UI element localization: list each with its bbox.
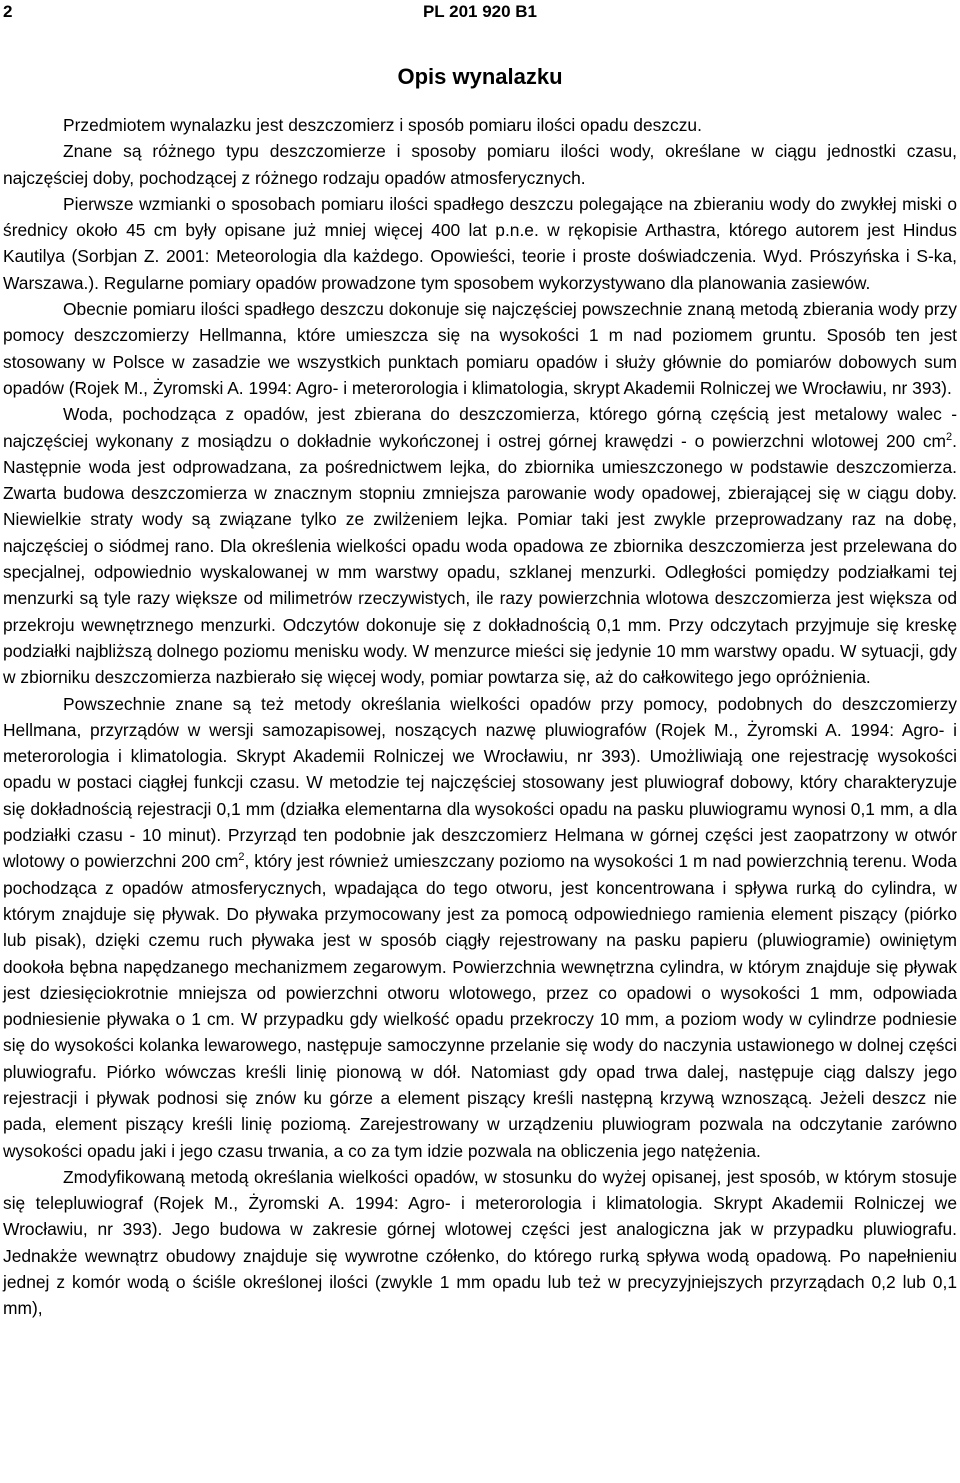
document-body <box>3 112 957 1322</box>
paragraph-telepluviograph: Zmodyfikowaną metodą określania wielkości opadów, w stosunku do wyżej opisanej, jest sposób, w którym stosuje się telepluwiograf (Rojek M., Żyromski A. 1994: Agro- i meterorologia i klimatologia. Skrypt Akademii Rolniczej we Wrocławiu, nr 393). Jego budowa w zakresie górnej wlotowej części jest analogiczna jak w przypadku pluwiografu. Jednakże wewnątrz obudowy znajduje się wywrotne czółenko, do którego rurką spływa wodą opadową. Po napełnieniu jednej z komór wodą o ściśle określonej ilości (zwykle 1 mm opadu lub też w precyzyjniejszych przyrządach 0,2 lub 0,1 mm), <box>3 1166 957 1319</box>
paragraph-history: Pierwsze wzmianki o sposobach pomiaru ilości spadłego deszczu polegające na zbieraniu wody do zwykłej miski o średnicy około 45 cm były opisane już mniej więcej 400 lat p.n.e. w rękopisie Arthastra, którego autorem jest Hindus Kautilya (Sorbjan Z. 2001: Meteorologia dla każdego. Opowieści, teorie i proste doświadczenia. Wyd. Prószyńska i S-ka, Warszawa.). Regularne pomiary opadów prowadzone tym sposobem wykorzystywano dla planowania zasiewów. <box>3 193 957 293</box>
paragraph-measurement-continuation: . Następnie woda jest odprowadzana, za pośrednictwem lejka, do zbiornika umieszczonego w podstawie deszczomierza. Zwarta budowa deszczomierza w znacznym stopniu zmniejsza parowanie wody opadowej, zbierającej się w ciągu doby. Niewielkie straty wody są związane tylko ze zwilżeniem lejka. Pomiar taki jest zwykle przeprowadzany raz na dobę, najczęściej o siódmej rano. Dla określenia wielkości opadu woda opadowa ze zbiornika deszczomierza jest przelewana do specjalnej, odpowiednio wyskalowanej w mm warstwy opadu, szklanej menzurki. Odległości pomiędzy podziałkami tej menzurki są tyle razy większe od milimetrów rzeczywistych, ile razy powierzchnia wlotowa deszczomierza jest większa od przekroju wewnętrznego menzurki. Odczytów dokonuje się z dokładnością 0,1 mm. Przy odczytach przyjmuje się kreskę podziałki najbliższą dolnego poziomu menisku wody. W menzurce mieści się jedynie 10 mm warstwy opadu. W sytuacji, gdy w zbiorniku deszczomierza nazbierało się więcej wody, pomiar powtarza się, aż do całkowitego jego opróżnienia. <box>3 430 957 688</box>
paragraph-pluviograph-continuation: , który jest również umieszczany poziomo na wysokości 1 m nad powierzchnią terenu. Woda pochodząca z opadów atmosferycznych, wpadająca do tego otworu, jest koncentrowana i spływa rurką do cylindra, w którym znajduje się pływak. Do pływaka przymocowany jest za pomocą odpowiedniego ramienia element piszący (piórko lub pisak), dzięki czemu ruch pływaka jest w sposób ciągły rejestrowany na pasku papieru (pluwiogramie) owiniętym dookoła bębna napędzanego mechanizmem zegarowym. Powierzchnia wewnętrzna cylindra, w którym znajduje się pływak jest dziesięciokrotnie mniejsza od powierzchni otworu wlotowego, przez co opadowi o wysokości 1 mm, odpowiada podniesienie pływaka o 1 cm. W przypadku gdy wielkość opadu przekroczy 10 mm, a poziom wody w cylindrze podniesie się do wysokości kolanka lewarowego, następuje samoczynne przelanie się wody do naczynia ustawionego w dolnej części pluwiografu. Piórko wówczas kreśli linię pionową w dół. Natomiast gdy opad trwa dalej, następuje ciąg dalszy jego rejestracji i pływak podnosi się znów ku górze a element piszący kreśli następną krzywą wznoszącą. Jeżeli deszcz nie pada, element piszący kreśli linię poziomą. Zarejestrowany w urządzeniu pluwiogram pozwala na odczytanie zarówno wysokości opadu jaki i jego czasu trwania, a co za tym idzie pozwala na obliczenia jego natężenia. <box>3 851 957 1161</box>
paragraph-subject: Przedmiotem wynalazku jest deszczomierz i sposób pomiaru ilości opadu deszczu. <box>63 115 702 135</box>
document-title: Opis wynalazku <box>397 64 563 89</box>
paragraph-measurement-text: Woda, pochodząca z opadów, jest zbierana do deszczomierza, którego górną częścią jest metalowy walec - najczęściej wykonany z mosiądzu o dokładnie wykończonej i ostrej górnej krawędzi - o powierzchni wlotowej 200 cm <box>3 404 957 451</box>
patent-number: PL 201 920 B1 <box>422 2 538 21</box>
page-number: 2 <box>3 2 13 21</box>
paragraph-pluviograph <box>3 691 957 1164</box>
paragraph-pluviograph-text: Powszechnie znane są też metody określania wielkości opadów przy pomocy, podobnych do deszczomierzy Hellmana, przyrządów w wersji samozapisowej, noszących nazwę pluwiografów (Rojek M., Żyromski A. 1994: Agro- i meterorologia i klimatologia. Skrypt Akademii Rolniczej we Wrocławiu, nr 393). Umożliwiają one rejestrację wysokości opadu w postaci ciągłej funkcji czasu. W metodzie tej najczęściej stosowany jest pluwiograf dobowy, który charakteryzuje się dokładnością rejestracji 0,1 mm (działka elementarna dla wysokości opadu na pasku pluwiogramu wynosi 0,1 mm, a dla podziałki czasu - 10 minut). Przyrząd ten podobnie jak deszczomierz Helmana w górnej części jest zaopatrzony w otwór wlotowy o powierzchni 200 cm <box>3 693 957 872</box>
paragraph-measurement <box>3 401 957 690</box>
page-header <box>0 0 960 30</box>
paragraph-known-types: Znane są różnego typu deszczomierze i sposoby pomiaru ilości wody, określane w ciągu jednostki czasu, najczęściej doby, pochodzącej z różnego rodzaju opadów atmosferycznych. <box>3 141 957 188</box>
paragraph-hellmann: Obecnie pomiaru ilości spadłego deszczu dokonuje się najczęściej powszechnie znaną metodą zbierania wody przy pomocy deszczomierzy Hellmanna, które umieszcza się na wysokości 1 m nad poziomem gruntu. Sposób ten jest stosowany w Polsce w zasadzie we wszystkich punktach pomiaru opadów i służy głównie do pomiarów dobowych sum opadów (Rojek M., Żyromski A. 1994: Agro- i meterorologia i klimatologia, skrypt Akademii Rolniczej we Wrocławiu, nr 393). <box>3 299 957 398</box>
superscript: 2 <box>238 851 245 864</box>
superscript: 2 <box>946 430 953 443</box>
